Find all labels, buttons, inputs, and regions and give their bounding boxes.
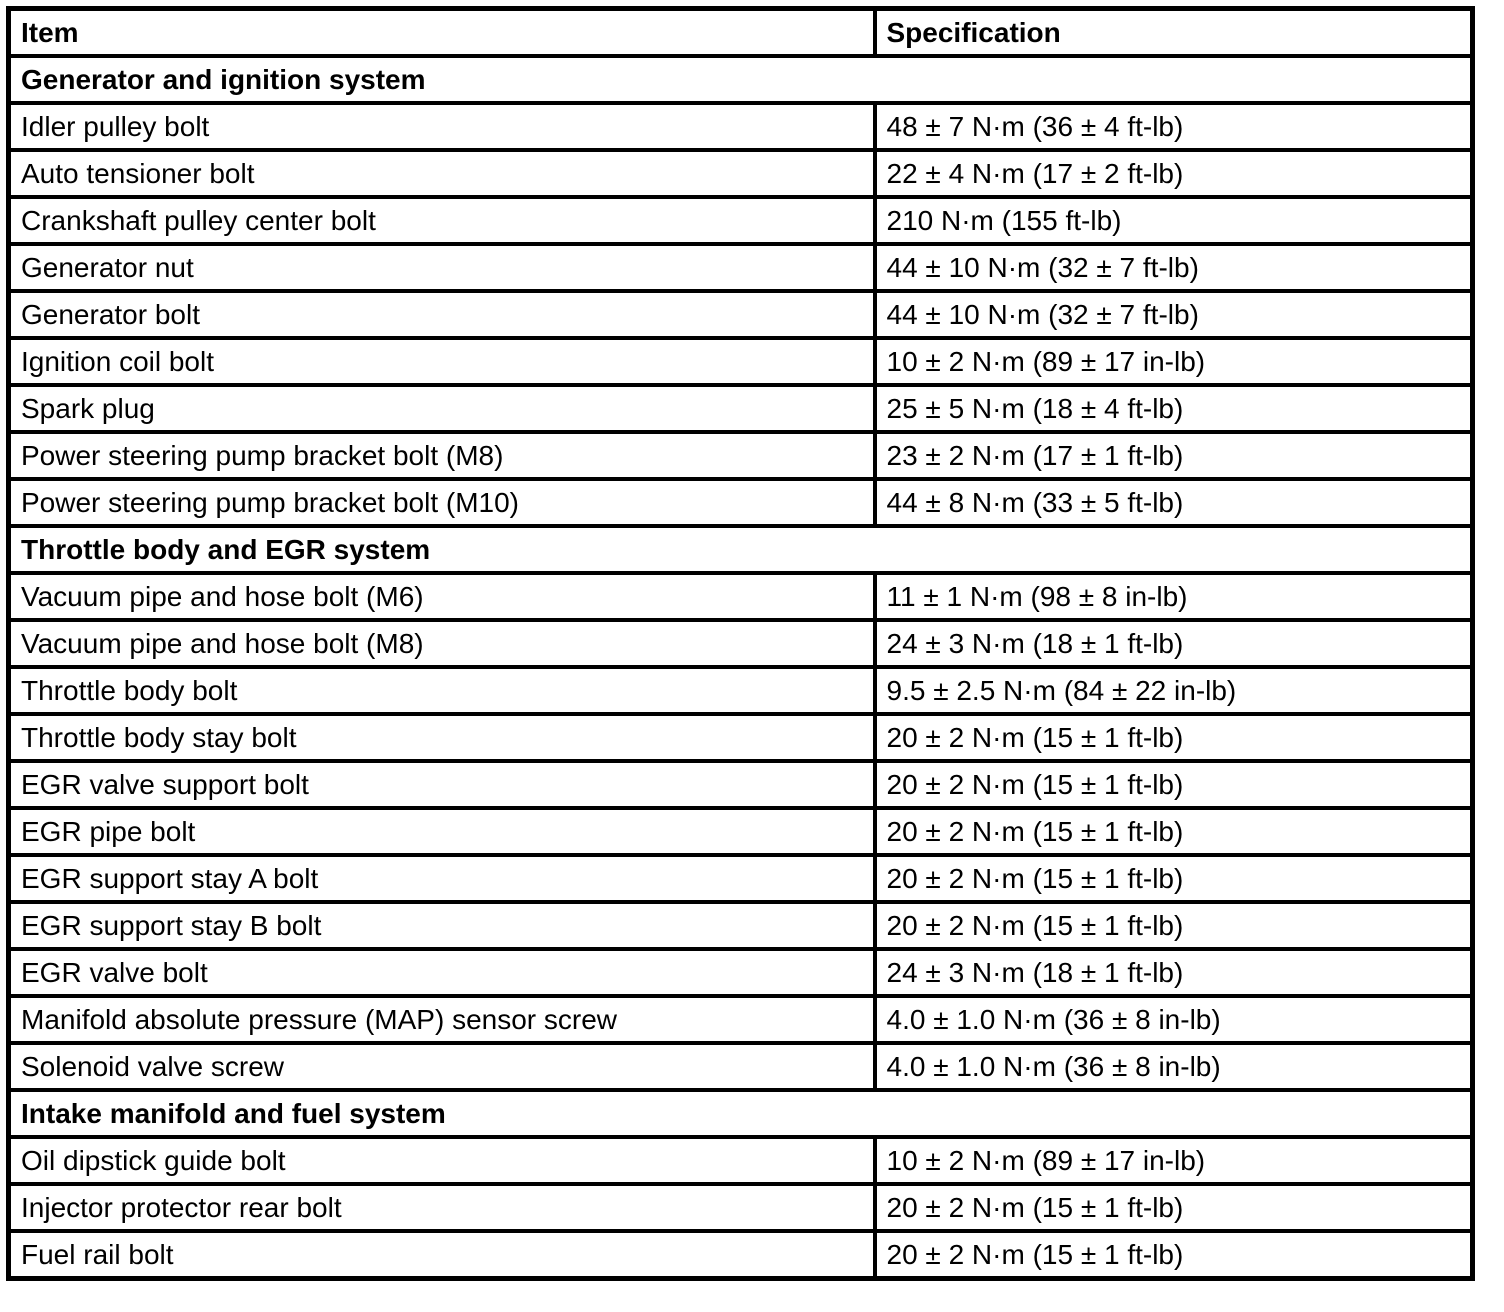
torque-spec-table <box>6 6 1475 1281</box>
item-cell: EGR support stay A bolt <box>9 855 875 902</box>
table-row <box>9 808 1473 855</box>
item-cell: Power steering pump bracket bolt (M8) <box>9 432 875 479</box>
table-row <box>9 338 1473 385</box>
table-row <box>9 1043 1473 1090</box>
item-cell: Crankshaft pulley center bolt <box>9 197 875 244</box>
table-row <box>9 902 1473 949</box>
table-row <box>9 291 1473 338</box>
item-cell: Injector protector rear bolt <box>9 1184 875 1231</box>
table-row <box>9 855 1473 902</box>
spec-cell: 44 ± 10 N·m (32 ± 7 ft-lb) <box>875 244 1473 291</box>
table-row <box>9 432 1473 479</box>
table-row <box>9 150 1473 197</box>
item-cell: EGR support stay B bolt <box>9 902 875 949</box>
item-cell: Generator bolt <box>9 291 875 338</box>
table-row <box>9 385 1473 432</box>
table-row <box>9 949 1473 996</box>
spec-cell: 210 N·m (155 ft-lb) <box>875 197 1473 244</box>
spec-cell: 20 ± 2 N·m (15 ± 1 ft-lb) <box>875 902 1473 949</box>
table-row <box>9 244 1473 291</box>
table-row <box>9 103 1473 150</box>
section-title: Intake manifold and fuel system <box>9 1090 1473 1137</box>
spec-cell: 10 ± 2 N·m (89 ± 17 in-lb) <box>875 338 1473 385</box>
table-row <box>9 573 1473 620</box>
spec-cell: 4.0 ± 1.0 N·m (36 ± 8 in-lb) <box>875 1043 1473 1090</box>
spec-cell: 48 ± 7 N·m (36 ± 4 ft-lb) <box>875 103 1473 150</box>
table-row <box>9 761 1473 808</box>
item-cell: Idler pulley bolt <box>9 103 875 150</box>
table-row <box>9 1137 1473 1184</box>
spec-cell: 10 ± 2 N·m (89 ± 17 in-lb) <box>875 1137 1473 1184</box>
spec-cell: 24 ± 3 N·m (18 ± 1 ft-lb) <box>875 949 1473 996</box>
spec-cell: 24 ± 3 N·m (18 ± 1 ft-lb) <box>875 620 1473 667</box>
table-row <box>9 996 1473 1043</box>
table-row <box>9 197 1473 244</box>
item-cell: Throttle body bolt <box>9 667 875 714</box>
column-header-specification: Specification <box>875 9 1473 57</box>
table-row <box>9 714 1473 761</box>
table-row <box>9 479 1473 526</box>
item-cell: Fuel rail bolt <box>9 1231 875 1279</box>
item-cell: Vacuum pipe and hose bolt (M8) <box>9 620 875 667</box>
spec-cell: 20 ± 2 N·m (15 ± 1 ft-lb) <box>875 855 1473 902</box>
spec-cell: 44 ± 8 N·m (33 ± 5 ft-lb) <box>875 479 1473 526</box>
item-cell: Oil dipstick guide bolt <box>9 1137 875 1184</box>
table-row <box>9 1231 1473 1279</box>
spec-cell: 20 ± 2 N·m (15 ± 1 ft-lb) <box>875 761 1473 808</box>
item-cell: Spark plug <box>9 385 875 432</box>
item-cell: EGR pipe bolt <box>9 808 875 855</box>
spec-cell: 11 ± 1 N·m (98 ± 8 in-lb) <box>875 573 1473 620</box>
item-cell: Ignition coil bolt <box>9 338 875 385</box>
table-row <box>9 1184 1473 1231</box>
spec-cell: 25 ± 5 N·m (18 ± 4 ft-lb) <box>875 385 1473 432</box>
spec-cell: 9.5 ± 2.5 N·m (84 ± 22 in-lb) <box>875 667 1473 714</box>
item-cell: Power steering pump bracket bolt (M10) <box>9 479 875 526</box>
item-cell: EGR valve bolt <box>9 949 875 996</box>
item-cell: Vacuum pipe and hose bolt (M6) <box>9 573 875 620</box>
item-cell: Solenoid valve screw <box>9 1043 875 1090</box>
spec-cell: 4.0 ± 1.0 N·m (36 ± 8 in-lb) <box>875 996 1473 1043</box>
section-header-row <box>9 1090 1473 1137</box>
table-row <box>9 620 1473 667</box>
column-header-item: Item <box>9 9 875 57</box>
item-cell: Auto tensioner bolt <box>9 150 875 197</box>
table-header-row <box>9 9 1473 57</box>
spec-cell: 20 ± 2 N·m (15 ± 1 ft-lb) <box>875 1184 1473 1231</box>
spec-cell: 23 ± 2 N·m (17 ± 1 ft-lb) <box>875 432 1473 479</box>
item-cell: Generator nut <box>9 244 875 291</box>
item-cell: Manifold absolute pressure (MAP) sensor screw <box>9 996 875 1043</box>
table-row <box>9 667 1473 714</box>
spec-cell: 44 ± 10 N·m (32 ± 7 ft-lb) <box>875 291 1473 338</box>
spec-cell: 20 ± 2 N·m (15 ± 1 ft-lb) <box>875 808 1473 855</box>
spec-cell: 20 ± 2 N·m (15 ± 1 ft-lb) <box>875 1231 1473 1279</box>
spec-cell: 20 ± 2 N·m (15 ± 1 ft-lb) <box>875 714 1473 761</box>
section-title: Generator and ignition system <box>9 56 1473 103</box>
section-header-row <box>9 56 1473 103</box>
spec-cell: 22 ± 4 N·m (17 ± 2 ft-lb) <box>875 150 1473 197</box>
section-header-row <box>9 526 1473 573</box>
section-title: Throttle body and EGR system <box>9 526 1473 573</box>
item-cell: Throttle body stay bolt <box>9 714 875 761</box>
item-cell: EGR valve support bolt <box>9 761 875 808</box>
